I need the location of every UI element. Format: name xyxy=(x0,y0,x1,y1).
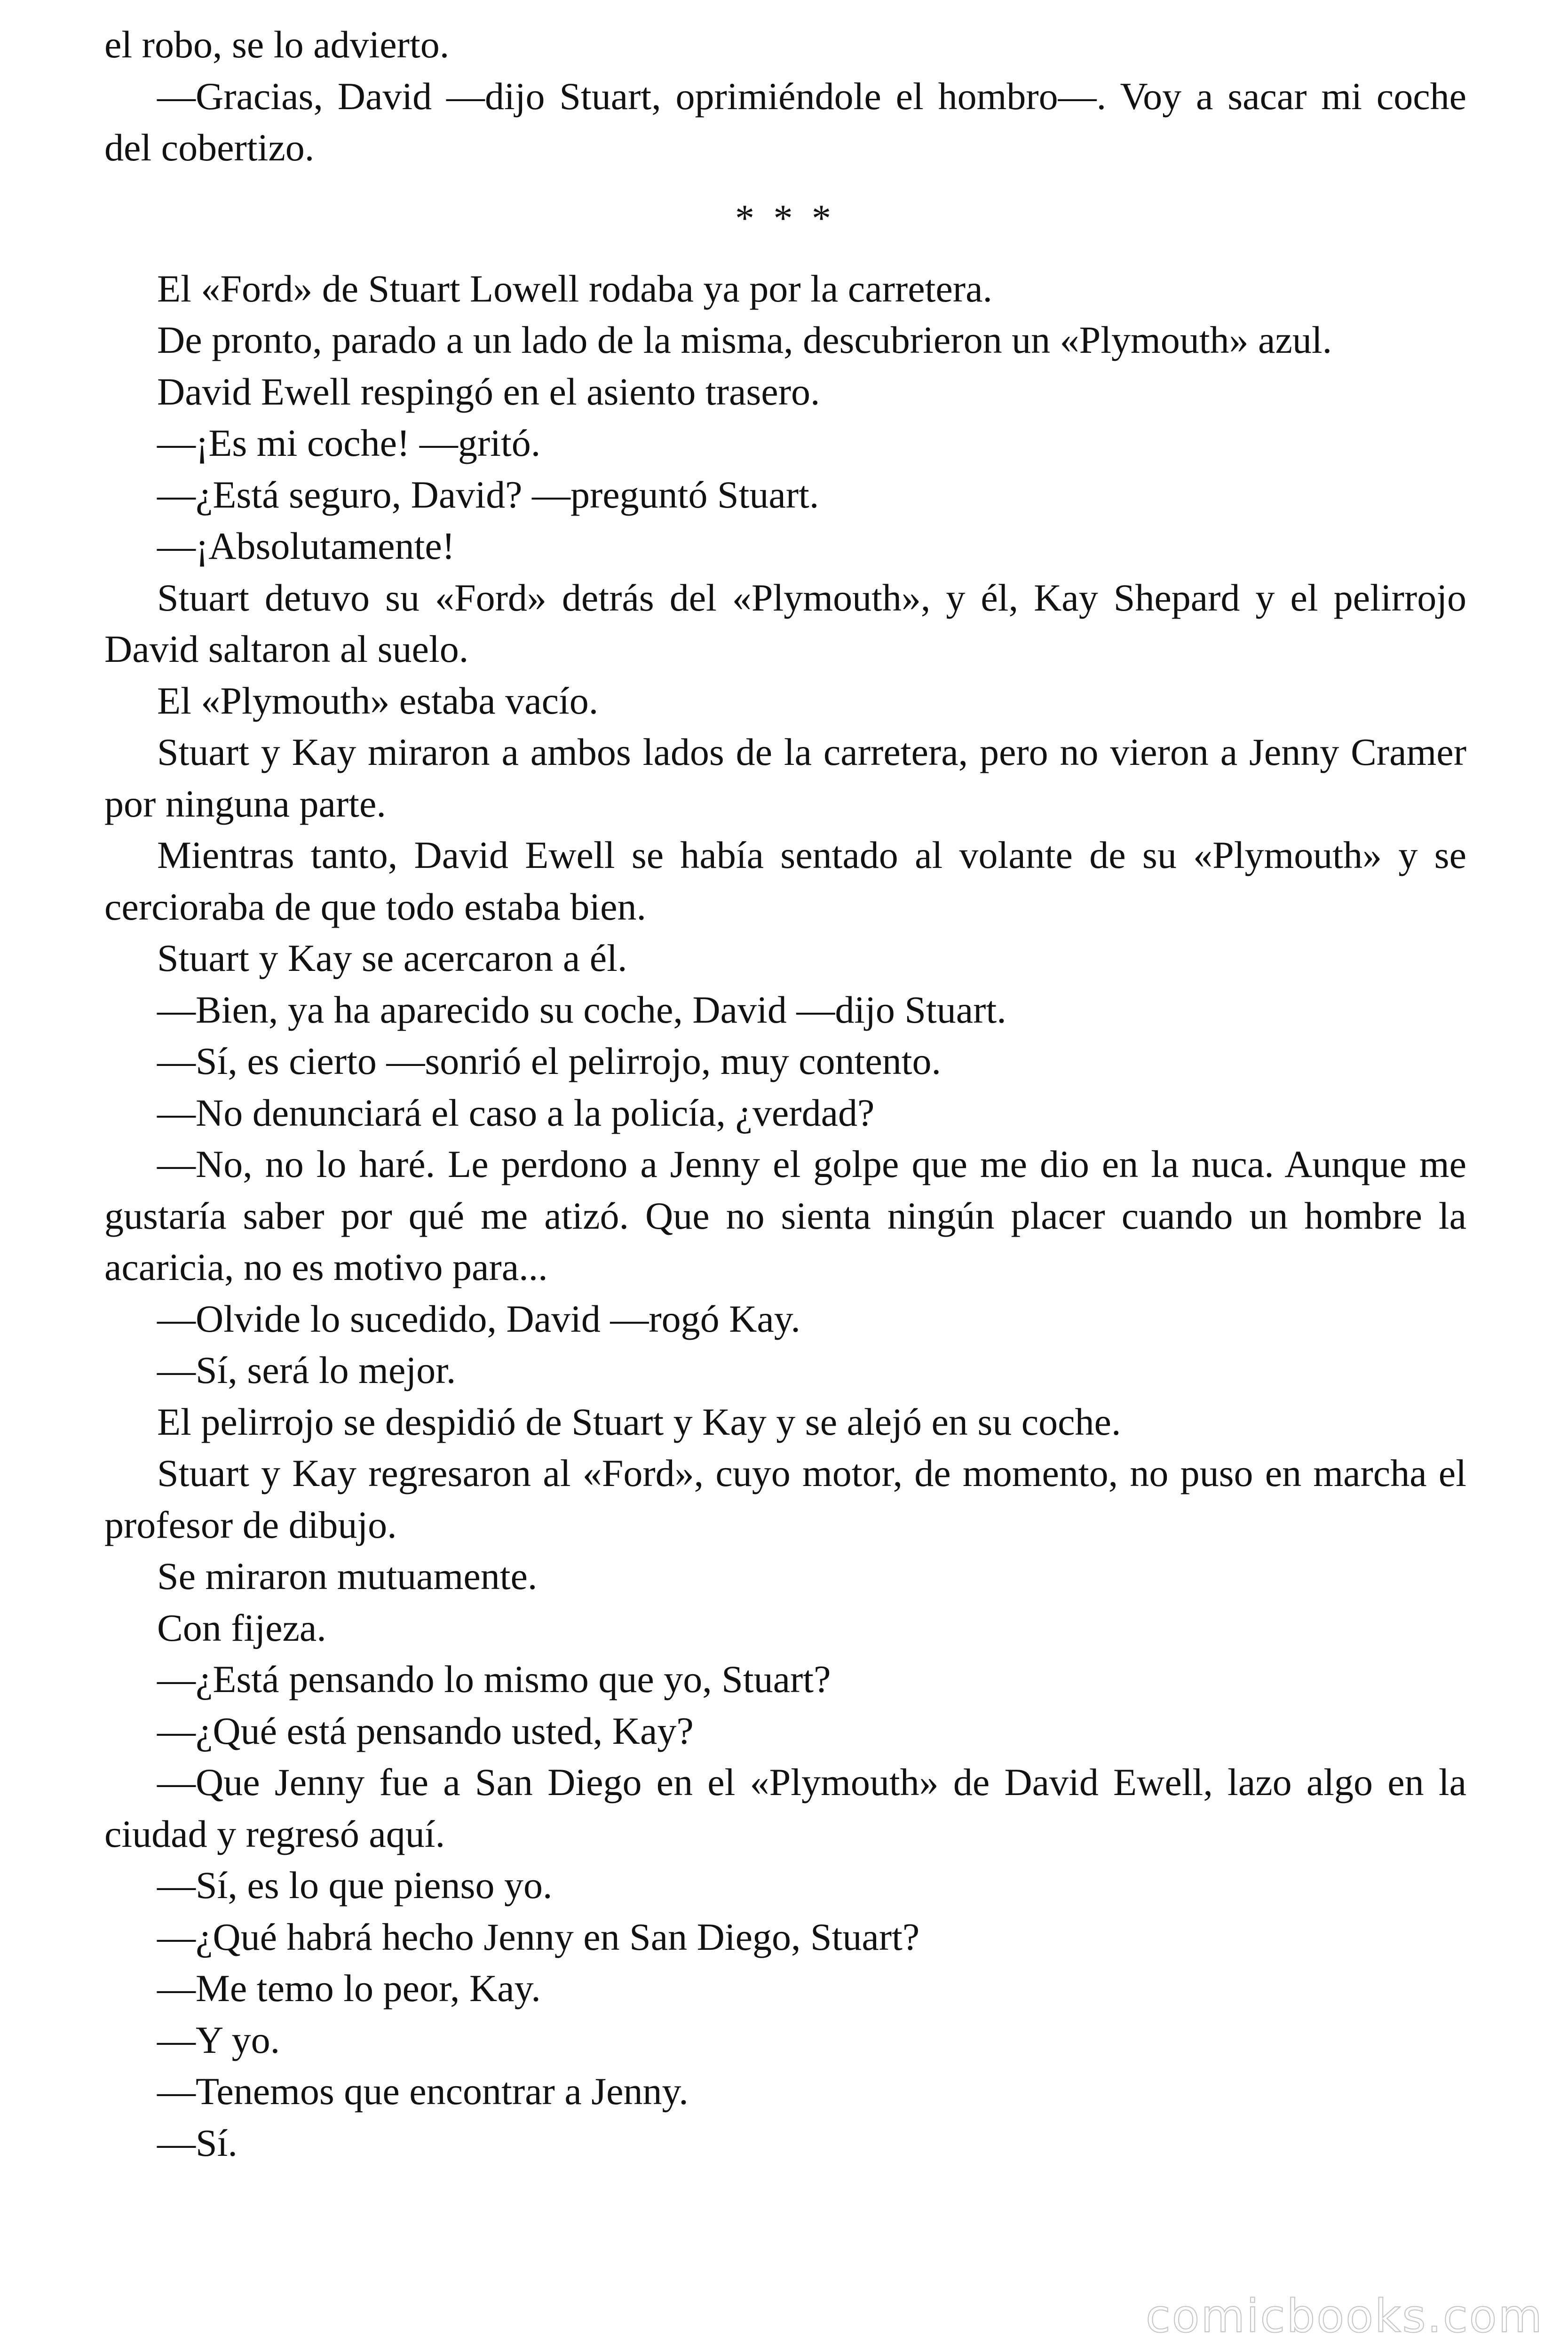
paragraph: Se miraron mutuamente. xyxy=(157,1555,538,1597)
paragraph: —¿Qué habrá hecho Jenny en San Diego, Stuart? xyxy=(157,1915,920,1958)
paragraph: Con fijeza. xyxy=(157,1606,326,1649)
text-body xyxy=(104,263,1466,2169)
paragraph: El «Plymouth» estaba vacío. xyxy=(157,679,599,722)
paragraph: Stuart y Kay miraron a ambos lados de la carretera, pero no vieron a Jenny Cramer por ninguna parte. xyxy=(104,731,1466,825)
paragraph: —Que Jenny fue a San Diego en el «Plymouth» de David Ewell, lazo algo en la ciudad y regresó aquí. xyxy=(104,1761,1466,1855)
paragraph: —Sí, es lo que pienso yo. xyxy=(157,1864,553,1907)
section-separator: * * * xyxy=(735,196,836,239)
paragraph: Mientras tanto, David Ewell se había sentado al volante de su «Plymouth» y se cercioraba de que todo estaba bien. xyxy=(104,834,1466,928)
paragraph: El pelirrojo se despidió de Stuart y Kay y se alejó en su coche. xyxy=(157,1400,1121,1443)
watermark-logo: comicbooks.com xyxy=(1145,2290,1544,2343)
paragraph: El «Ford» de Stuart Lowell rodaba ya por la carretera. xyxy=(157,267,992,310)
paragraph: Stuart y Kay regresaron al «Ford», cuyo motor, de momento, no puso en marcha el profesor de dibujo. xyxy=(104,1452,1466,1546)
paragraph: De pronto, parado a un lado de la misma, descubrieron un «Plymouth» azul. xyxy=(157,318,1332,361)
paragraph: —¡Absolutamente! xyxy=(157,524,455,567)
paragraph: —¡Es mi coche! —gritó. xyxy=(157,421,541,464)
paragraph: —Gracias, David —dijo Stuart, oprimiéndole el hombro—. Voy a sacar mi coche del cobertizo. xyxy=(104,74,1466,169)
paragraph: el robo, se lo advierto. xyxy=(104,23,450,66)
paragraph: —¿Está pensando lo mismo que yo, Stuart? xyxy=(157,1658,831,1700)
paragraph: —¿Está seguro, David? —preguntó Stuart. xyxy=(157,473,819,516)
paragraph: —Sí, será lo mejor. xyxy=(157,1349,456,1391)
paragraph: —Olvide lo sucedido, David —rogó Kay. xyxy=(157,1297,800,1340)
book-page xyxy=(104,19,1466,2169)
paragraph: —¿Qué está pensando usted, Kay? xyxy=(157,1709,694,1752)
paragraph: —Sí. xyxy=(157,2121,238,2164)
paragraph: —Sí, es cierto —sonrió el pelirrojo, muy contento. xyxy=(157,1040,942,1082)
paragraph: —Y yo. xyxy=(157,2018,280,2061)
paragraph: —Bien, ya ha aparecido su coche, David —dijo Stuart. xyxy=(157,988,1006,1031)
paragraph: —Me temo lo peor, Kay. xyxy=(157,1967,541,2010)
paragraph: Stuart y Kay se acercaron a él. xyxy=(157,937,627,979)
paragraph: Stuart detuvo su «Ford» detrás del «Plymouth», y él, Kay Shepard y el pelirrojo David saltaron al suelo. xyxy=(104,576,1466,670)
paragraph: David Ewell respingó en el asiento trasero. xyxy=(157,370,820,413)
paragraph: —No, no lo haré. Le perdono a Jenny el golpe que me dio en la nuca. Aunque me gustaría saber por qué me atizó. Que no sienta ningún placer cuando un hombre la acaricia, no es motivo para... xyxy=(104,1143,1466,1288)
paragraph: —No denunciará el caso a la policía, ¿verdad? xyxy=(157,1091,875,1134)
paragraph: —Tenemos que encontrar a Jenny. xyxy=(157,2070,689,2113)
